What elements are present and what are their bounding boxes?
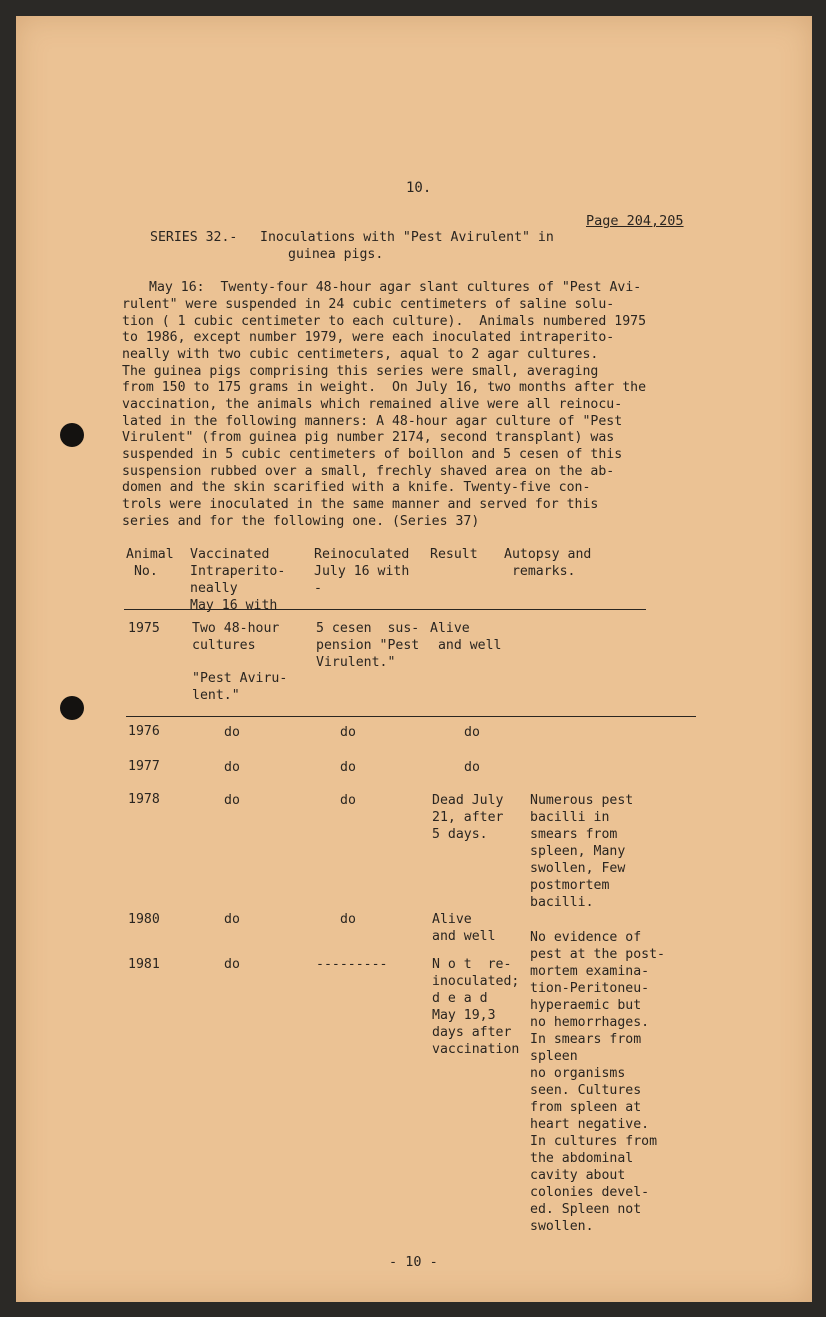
cell-autopsy: tion-Peritoneu-: [530, 981, 650, 996]
cell-autopsy: Numerous pest: [530, 793, 634, 808]
cell-result: and well: [432, 929, 496, 944]
cell-result: N o t re-: [432, 957, 512, 972]
cell-autopsy: spleen: [530, 1049, 578, 1064]
cell-result: do: [464, 760, 480, 775]
header-reinoculated: -: [314, 581, 322, 596]
cell-vaccinated: do: [224, 725, 240, 740]
header-animal: No.: [126, 564, 158, 579]
cell-vaccinated: lent.": [192, 688, 240, 703]
cell-animal: 1981: [128, 957, 160, 972]
document-page: [16, 16, 812, 1302]
cell-result: 21, after: [432, 810, 504, 825]
cell-result: days after: [432, 1025, 512, 1040]
punch-hole: [60, 423, 84, 447]
cell-autopsy: no hemorrhages.: [530, 1015, 650, 1030]
cell-vaccinated: cultures: [192, 638, 256, 653]
series-title-line: Inoculations with "Pest Avirulent" in: [260, 230, 554, 245]
series-title-line: guinea pigs.: [288, 247, 384, 262]
cell-autopsy: ed. Spleen not: [530, 1202, 642, 1217]
cell-reinoculated: do: [340, 912, 356, 927]
cell-autopsy: swollen, Few: [530, 861, 626, 876]
cell-result: May 19,3: [432, 1008, 496, 1023]
cell-reinoculated: pension "Pest: [316, 638, 420, 653]
cell-reinoculated: do: [340, 760, 356, 775]
body-line: May 16: Twenty-four 48-hour agar slant cultures of "Pest Avi-: [149, 280, 642, 295]
cell-animal: 1976: [128, 724, 160, 739]
header-vaccinated: neally: [190, 581, 238, 596]
header-result: Result: [430, 547, 478, 562]
header-rule: [124, 609, 646, 610]
cell-reinoculated: ---------: [316, 957, 388, 972]
cell-vaccinated: "Pest Aviru-: [192, 671, 288, 686]
body-line: vaccination, the animals which remained alive were all reinocu-: [122, 397, 623, 412]
cell-animal: 1980: [128, 912, 160, 927]
header-autopsy: remarks.: [504, 564, 576, 579]
cell-autopsy: the abdominal: [530, 1151, 634, 1166]
cell-result: d e a d: [432, 991, 488, 1006]
cell-autopsy: In smears from: [530, 1032, 642, 1047]
cell-reinoculated: do: [340, 725, 356, 740]
cell-reinoculated: do: [340, 793, 356, 808]
header-autopsy: Autopsy and: [504, 547, 592, 562]
cell-autopsy: In cultures from: [530, 1134, 658, 1149]
cell-autopsy: from spleen at: [530, 1100, 642, 1115]
body-line: rulent" were suspended in 24 cubic centimeters of saline solu-: [122, 297, 615, 312]
cell-autopsy: smears from: [530, 827, 618, 842]
body-line: series and for the following one. (Series 37): [122, 514, 480, 529]
series-label: SERIES 32.-: [150, 230, 238, 245]
page-reference: Page 204,205: [586, 213, 684, 229]
cell-vaccinated: do: [224, 760, 240, 775]
cell-autopsy: colonies devel-: [530, 1185, 650, 1200]
body-line: The guinea pigs comprising this series were small, averaging: [122, 364, 599, 379]
body-line: from 150 to 175 grams in weight. On July 16, two months after the: [122, 380, 647, 395]
cell-animal: 1978: [128, 792, 160, 807]
header-animal: Animal: [126, 547, 174, 562]
body-line: domen and the skin scarified with a knife. Twenty-five con-: [122, 480, 591, 495]
cell-vaccinated: do: [224, 793, 240, 808]
cell-result: Dead July: [432, 793, 504, 808]
cell-autopsy: seen. Cultures: [530, 1083, 642, 1098]
cell-autopsy: postmortem: [530, 878, 610, 893]
cell-autopsy: bacilli in: [530, 810, 610, 825]
cell-vaccinated: do: [224, 957, 240, 972]
cell-vaccinated: Two 48-hour: [192, 621, 280, 636]
body-line: suspended in 5 cubic centimeters of boillon and 5 cesen of this: [122, 447, 623, 462]
cell-autopsy: cavity about: [530, 1168, 626, 1183]
page-number: 10.: [406, 180, 432, 196]
cell-autopsy: swollen.: [530, 1219, 594, 1234]
header-vaccinated: May 16 with: [190, 598, 278, 613]
cell-animal: 1977: [128, 759, 160, 774]
cell-autopsy: no organisms: [530, 1066, 626, 1081]
row-rule: [126, 716, 696, 717]
cell-autopsy: bacilli.: [530, 895, 594, 910]
cell-autopsy: mortem examina-: [530, 964, 650, 979]
body-line: suspension rubbed over a small, frechly shaved area on the ab-: [122, 464, 615, 479]
header-reinoculated: July 16 with: [314, 564, 410, 579]
cell-autopsy: hyperaemic but: [530, 998, 642, 1013]
cell-autopsy: No evidence of: [530, 930, 642, 945]
cell-autopsy: spleen, Many: [530, 844, 626, 859]
body-line: Virulent" (from guinea pig number 2174, second transplant) was: [122, 430, 615, 445]
cell-result: vaccination: [432, 1042, 520, 1057]
page-footer: - 10 -: [389, 1254, 438, 1270]
header-reinoculated: Reinoculated: [314, 547, 410, 562]
cell-reinoculated: Virulent.": [316, 655, 396, 670]
cell-vaccinated: do: [224, 912, 240, 927]
cell-result: 5 days.: [432, 827, 488, 842]
cell-autopsy: pest at the post-: [530, 947, 665, 962]
body-line: trols were inoculated in the same manner and served for this: [122, 497, 599, 512]
cell-result: and well: [430, 638, 502, 653]
body-line: tion ( 1 cubic centimeter to each culture). Animals numbered 1975: [122, 314, 647, 329]
cell-animal: 1975: [128, 621, 160, 636]
cell-result: do: [464, 725, 480, 740]
cell-autopsy: heart negative.: [530, 1117, 650, 1132]
body-line: neally with two cubic centimeters, aqual to 2 agar cultures.: [122, 347, 599, 362]
punch-hole: [60, 696, 84, 720]
cell-result: inoculated;: [432, 974, 520, 989]
body-line: to 1986, except number 1979, were each inoculated intraperito-: [122, 330, 615, 345]
cell-reinoculated: 5 cesen sus-: [316, 621, 420, 636]
header-vaccinated: Intraperito-: [190, 564, 286, 579]
header-vaccinated: Vaccinated: [190, 547, 270, 562]
cell-result: Alive: [432, 912, 472, 927]
body-line: lated in the following manners: A 48-hour agar culture of "Pest: [122, 414, 623, 429]
cell-result: Alive: [430, 621, 470, 636]
